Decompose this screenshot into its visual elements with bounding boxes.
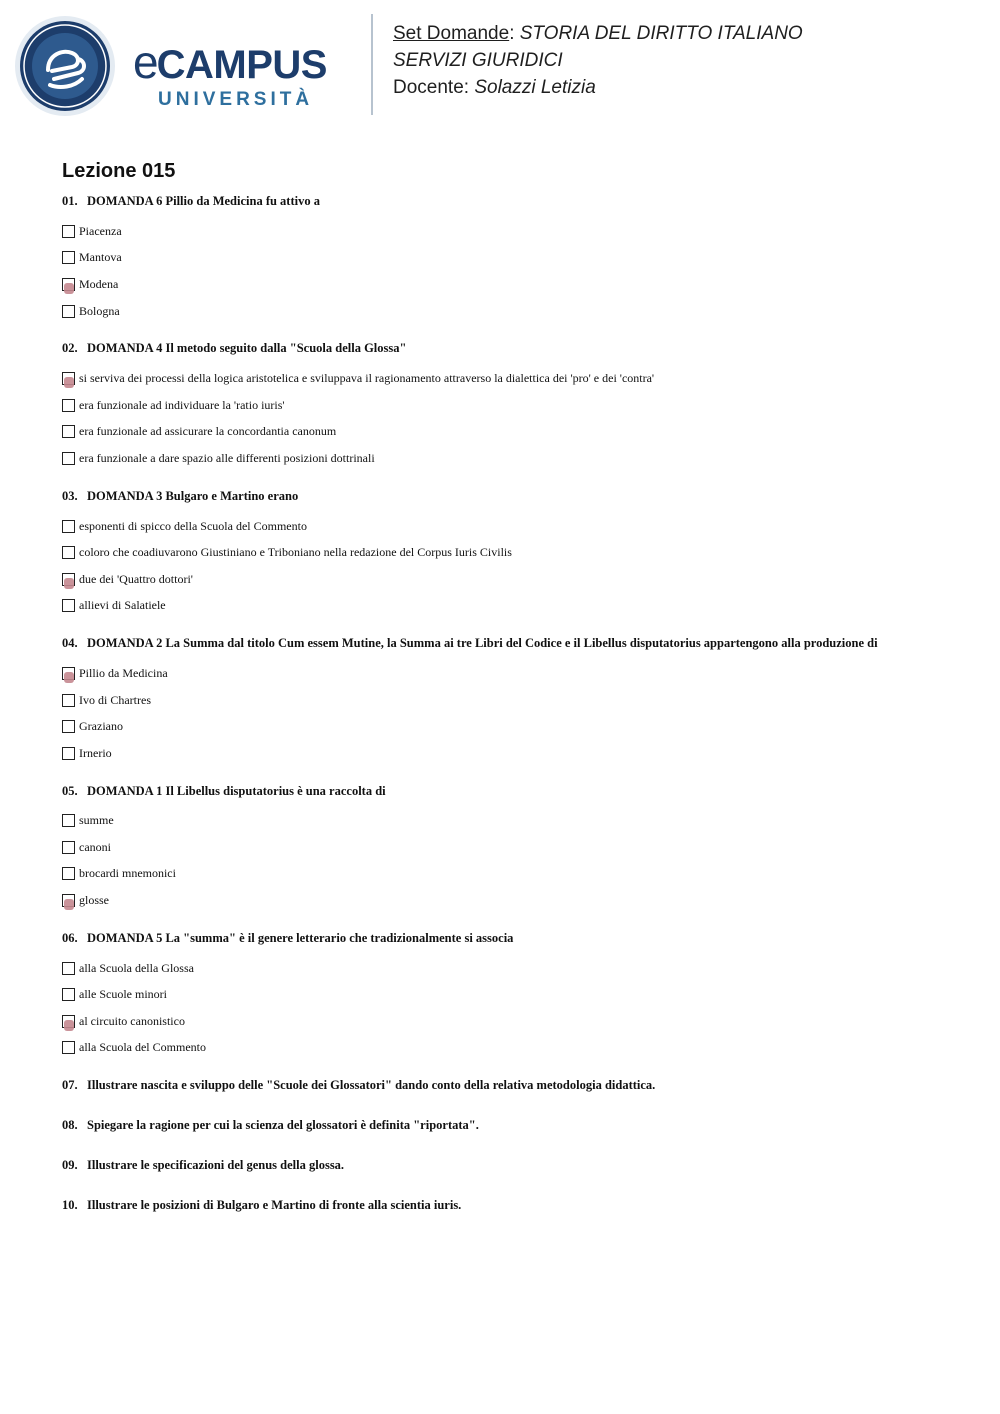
- answer-option[interactable]: [62, 740, 962, 767]
- answer-option[interactable]: [62, 660, 962, 687]
- question-number: 10.: [62, 1198, 78, 1213]
- option-label: glosse: [79, 893, 109, 908]
- checkbox[interactable]: [62, 399, 75, 412]
- answer-option[interactable]: [62, 298, 962, 325]
- answer-option[interactable]: [62, 1035, 962, 1062]
- answer-option[interactable]: [62, 566, 962, 593]
- checkbox[interactable]: [62, 599, 75, 612]
- option-label: summe: [79, 813, 114, 828]
- questions-container: [62, 193, 962, 1237]
- checkbox[interactable]: [62, 251, 75, 264]
- course-title-line1: STORIA DEL DIRITTO ITALIANO: [519, 23, 803, 44]
- answer-option[interactable]: [62, 861, 962, 888]
- set-colon: :: [509, 23, 515, 44]
- option-label: era funzionale ad individuare la 'ratio iuris': [79, 397, 285, 412]
- answer-option[interactable]: [62, 513, 962, 540]
- question-number: 05.: [62, 783, 78, 798]
- option-label: Bologna: [79, 303, 120, 318]
- answer-option[interactable]: [62, 539, 962, 566]
- answer-option[interactable]: [62, 445, 962, 472]
- checkbox[interactable]: [62, 520, 75, 533]
- option-label: coloro che coadiuvarono Giustiniano e Triboniano nella redazione del Corpus Iuris Civilis: [79, 545, 512, 560]
- option-label: allievi di Salatiele: [79, 598, 166, 613]
- brand-wordmark: [133, 36, 327, 111]
- question-prompt: DOMANDA 6 Pillio da Medicina fu attivo a: [87, 194, 320, 208]
- option-label: era funzionale a dare spazio alle differenti posizioni dottrinali: [79, 450, 375, 465]
- header-divider: [371, 14, 373, 115]
- answer-option[interactable]: [62, 687, 962, 714]
- checkbox-checked[interactable]: [62, 667, 75, 680]
- checkbox[interactable]: [62, 694, 75, 707]
- question-block: [62, 488, 962, 619]
- checkbox-checked[interactable]: [62, 372, 75, 385]
- question-number: 09.: [62, 1158, 78, 1173]
- checkbox-checked[interactable]: [62, 894, 75, 907]
- open-question: [62, 1197, 962, 1213]
- header-info: [393, 20, 803, 101]
- brand-e: e: [133, 36, 157, 88]
- answer-option[interactable]: [62, 271, 962, 298]
- question-block: [62, 635, 962, 766]
- question-text: [62, 193, 962, 209]
- answer-option[interactable]: [62, 955, 962, 982]
- answer-option[interactable]: [62, 392, 962, 419]
- question-prompt: DOMANDA 4 Il metodo seguito dalla "Scuola della Glossa": [87, 341, 407, 356]
- question-number: 04.: [62, 636, 78, 651]
- lesson-title: Lezione 015: [62, 160, 176, 182]
- answer-option[interactable]: [62, 245, 962, 272]
- question-number: 06.: [62, 930, 78, 945]
- question-text: [62, 635, 962, 651]
- course-title-line2: SERVIZI GIURIDICI: [393, 50, 563, 71]
- teacher-name: Solazzi Letizia: [474, 77, 596, 98]
- checkbox[interactable]: [62, 720, 75, 733]
- question-number: 01.: [62, 194, 78, 208]
- open-question: [62, 1077, 962, 1093]
- option-label: si serviva dei processi della logica aristotelica e sviluppava il ragionamento attraverso la dialettica dei 'pro' e dei 'contra': [79, 371, 655, 386]
- set-label: Set Domande: [393, 23, 510, 44]
- answer-option[interactable]: [62, 419, 962, 446]
- checkbox[interactable]: [62, 747, 75, 760]
- question-text: [62, 783, 962, 799]
- open-questions-list: [62, 1077, 962, 1213]
- checkbox-checked[interactable]: [62, 573, 75, 586]
- checkbox[interactable]: [62, 841, 75, 854]
- question-prompt: DOMANDA 1 Il Libellus disputatorius è una raccolta di: [87, 783, 386, 798]
- question-text: [62, 930, 962, 946]
- checkbox[interactable]: [62, 814, 75, 827]
- question-block: [62, 340, 962, 471]
- question-prompt: DOMANDA 2 La Summa dal titolo Cum essem Mutine, la Summa ai tre Libri del Codice e il Libellus disputatorius appartengono alla produzione di: [87, 636, 878, 651]
- question-block: [62, 193, 962, 324]
- option-label: canoni: [79, 839, 111, 854]
- question-block: [62, 930, 962, 1061]
- answer-option[interactable]: [62, 808, 962, 835]
- answer-option[interactable]: [62, 713, 962, 740]
- checkbox[interactable]: [62, 425, 75, 438]
- checkbox[interactable]: [62, 988, 75, 1001]
- option-label: alla Scuola della Glossa: [79, 960, 194, 975]
- question-prompt: Illustrare nascita e sviluppo delle "Scuole dei Glossatori" dando conto della relativa metodologia didattica.: [87, 1078, 656, 1093]
- checkbox[interactable]: [62, 1041, 75, 1054]
- option-label: Ivo di Chartres: [79, 692, 151, 707]
- teacher-label: Docente:: [393, 77, 470, 98]
- answer-option[interactable]: [62, 981, 962, 1008]
- brand-subtitle: UNIVERSITÀ: [158, 89, 314, 110]
- answer-option[interactable]: [62, 887, 962, 914]
- option-label: Graziano: [79, 719, 123, 734]
- option-label: alle Scuole minori: [79, 987, 167, 1002]
- open-question: [62, 1157, 962, 1173]
- question-text: [62, 340, 962, 356]
- option-label: brocardi mnemonici: [79, 866, 176, 881]
- checkbox[interactable]: [62, 305, 75, 318]
- checkbox-checked[interactable]: [62, 278, 75, 291]
- question-prompt: Illustrare le posizioni di Bulgaro e Martino di fronte alla scientia iuris.: [87, 1198, 462, 1213]
- option-label: Modena: [79, 276, 119, 291]
- brand-name: [133, 36, 327, 88]
- question-prompt: DOMANDA 5 La "summa" è il genere letterario che tradizionalmente si associa: [87, 930, 514, 945]
- answer-option[interactable]: [62, 218, 962, 245]
- brand-main: CAMPUS: [156, 43, 327, 87]
- question-number: 02.: [62, 341, 78, 356]
- question-prompt: Spiegare la ragione per cui la scienza del glossatori è definita "riportata".: [87, 1118, 479, 1133]
- question-number: 08.: [62, 1118, 78, 1133]
- option-label: Piacenza: [79, 223, 122, 238]
- question-prompt: DOMANDA 3 Bulgaro e Martino erano: [87, 488, 299, 503]
- question-prompt: Illustrare le specificazioni del genus della glossa.: [87, 1158, 345, 1173]
- answer-option[interactable]: [62, 593, 962, 620]
- option-label: alla Scuola del Commento: [79, 1040, 206, 1055]
- option-label: era funzionale ad assicurare la concordantia canonum: [79, 424, 337, 439]
- option-label: Pillio da Medicina: [79, 665, 168, 680]
- checkbox[interactable]: [62, 546, 75, 559]
- question-text: [62, 488, 962, 504]
- university-seal-logo: [14, 15, 116, 117]
- teacher-line: [393, 74, 803, 101]
- question-block: [62, 783, 962, 914]
- checkbox[interactable]: [62, 452, 75, 465]
- open-question: [62, 1117, 962, 1133]
- answer-option[interactable]: [62, 834, 962, 861]
- option-label: al circuito canonistico: [79, 1013, 185, 1028]
- option-label: Irnerio: [79, 745, 112, 760]
- set-title-line: [393, 20, 803, 47]
- multiple-choice-list: [62, 193, 962, 1061]
- option-label: esponenti di spicco della Scuola del Commento: [79, 518, 307, 533]
- checkbox[interactable]: [62, 962, 75, 975]
- checkbox-checked[interactable]: [62, 1015, 75, 1028]
- answer-option[interactable]: [62, 1008, 962, 1035]
- option-label: Mantova: [79, 250, 122, 265]
- answer-option[interactable]: [62, 365, 962, 392]
- checkbox[interactable]: [62, 867, 75, 880]
- question-number: 07.: [62, 1078, 78, 1093]
- option-label: due dei 'Quattro dottori': [79, 571, 193, 586]
- question-number: 03.: [62, 488, 78, 503]
- checkbox[interactable]: [62, 225, 75, 238]
